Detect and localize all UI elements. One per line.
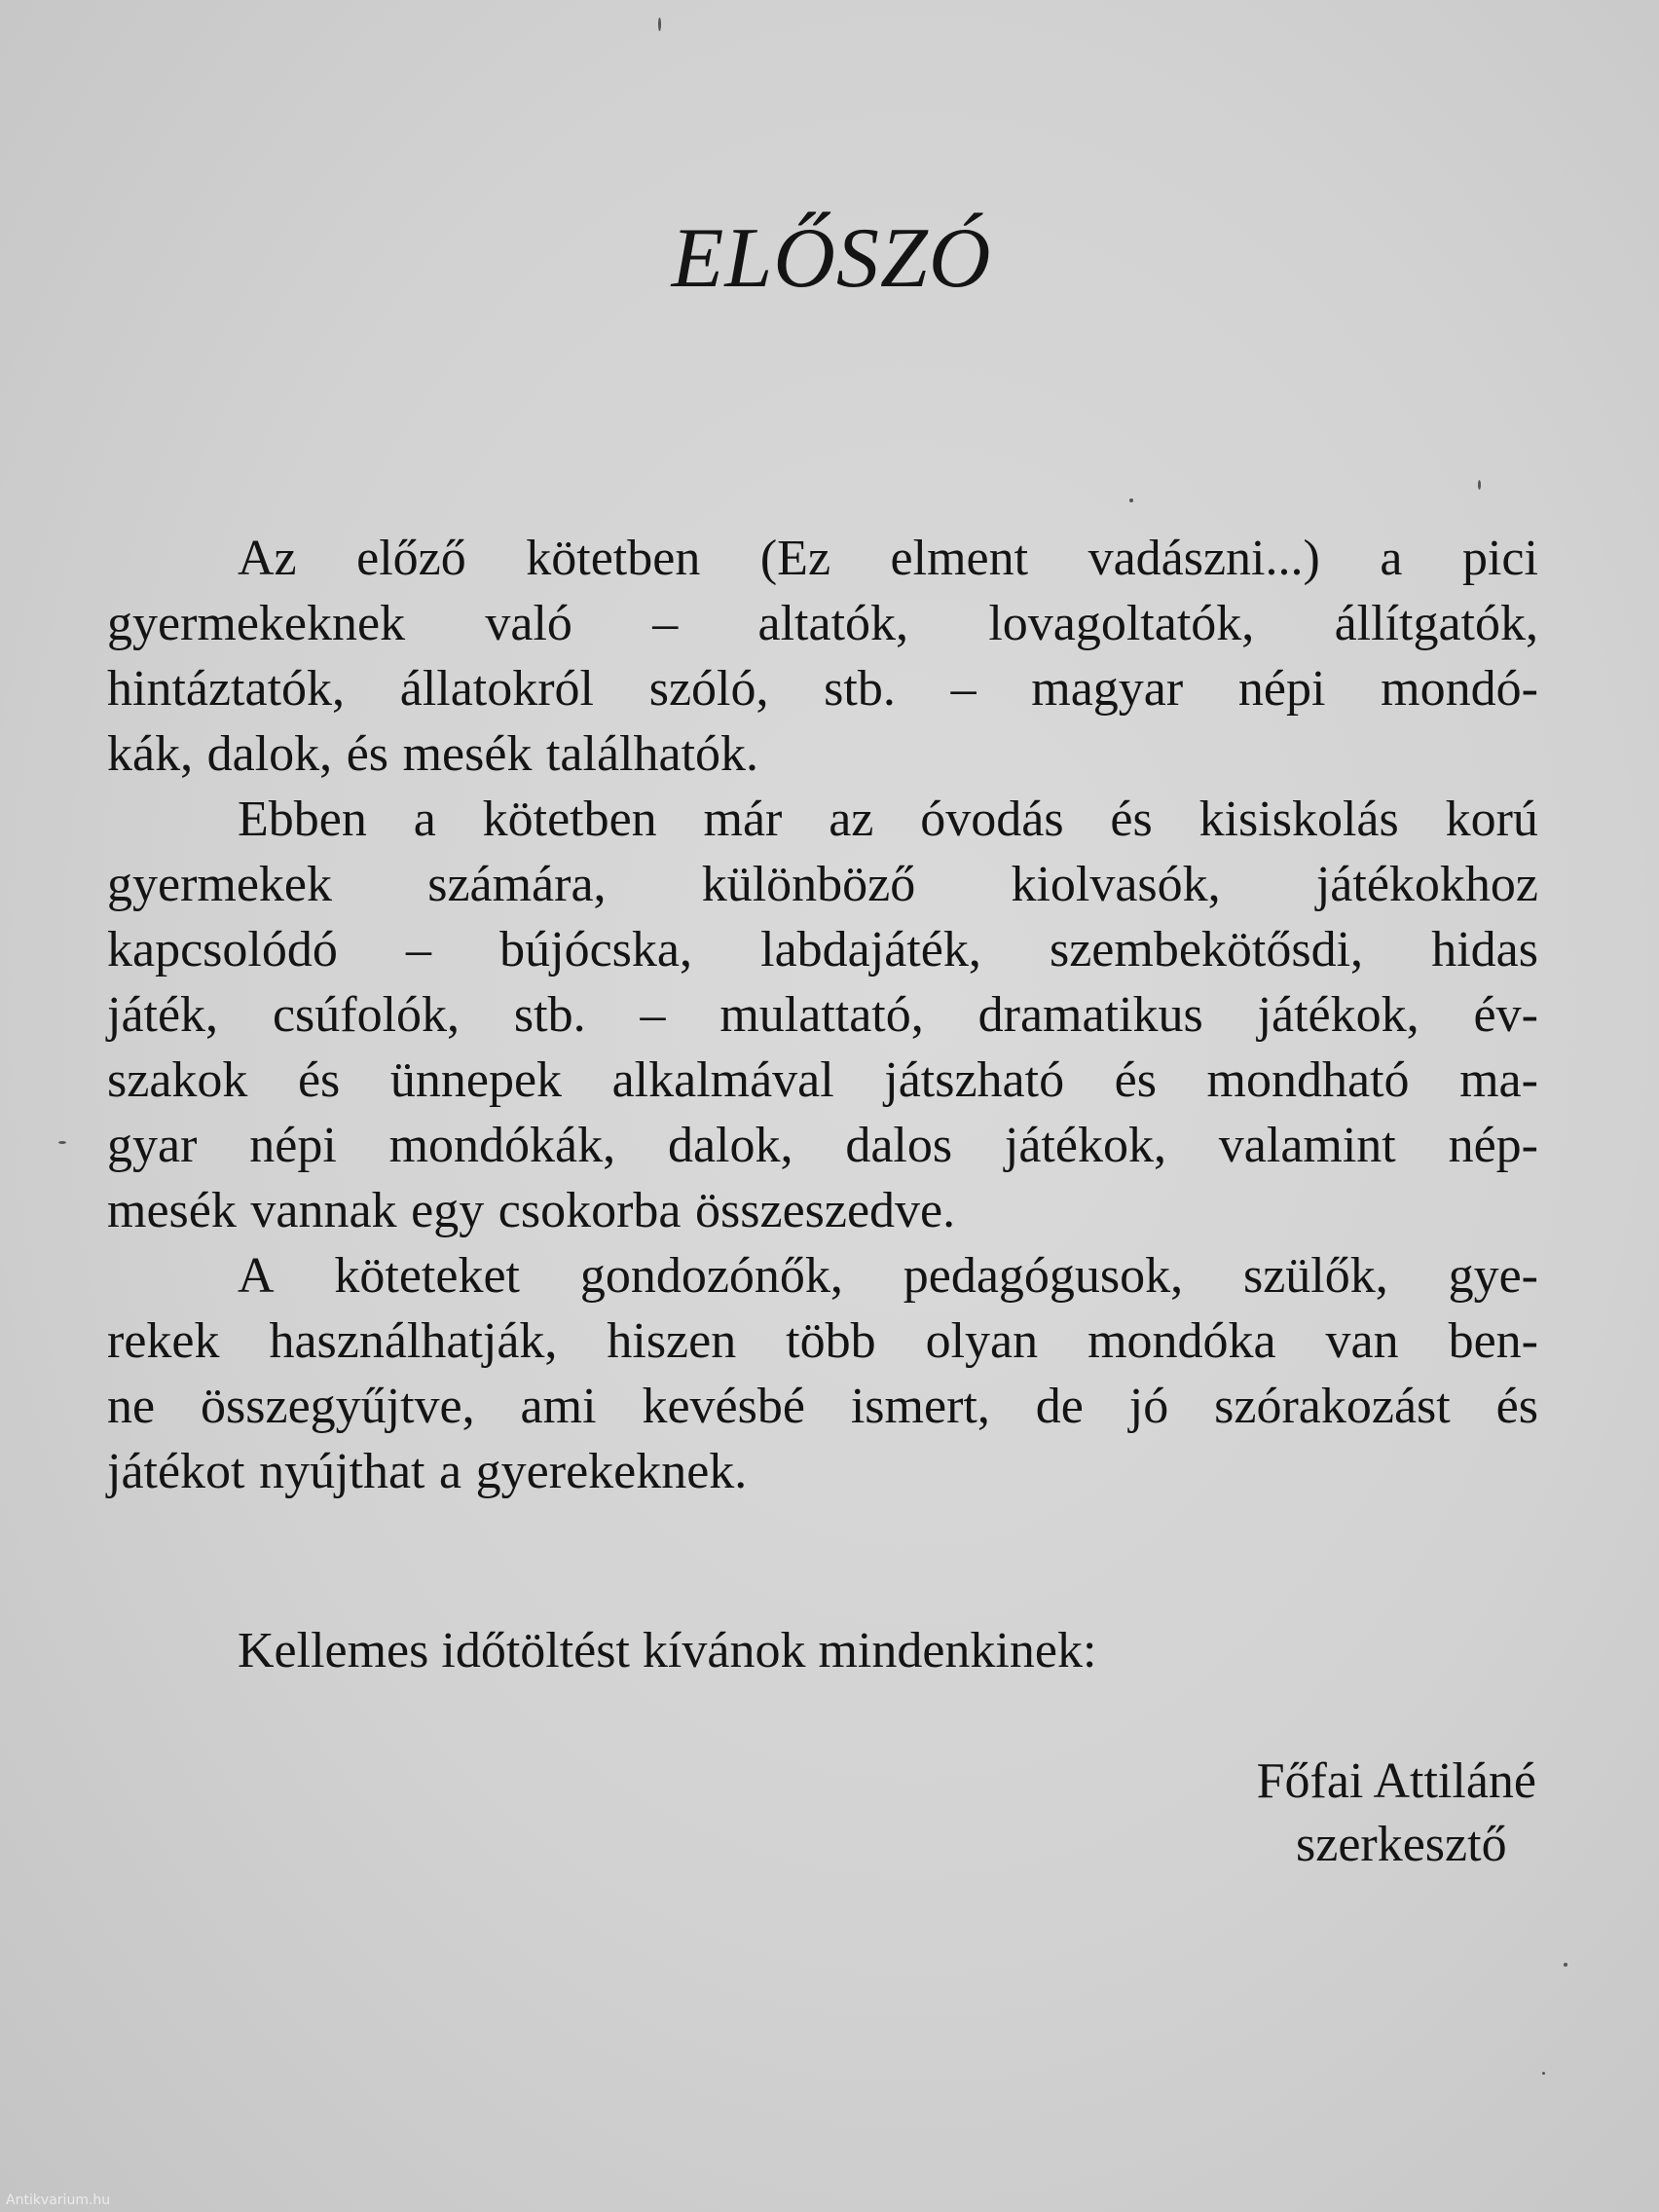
word: összeszedve. <box>695 1183 956 1238</box>
word: a <box>439 1444 462 1499</box>
word: dalok, <box>206 726 333 782</box>
text-line <box>107 1309 1538 1374</box>
paper-speck <box>658 18 661 31</box>
paper-speck <box>1542 2072 1545 2075</box>
signature-role: szerkesztő <box>1296 1817 1507 1872</box>
word: ne <box>107 1379 156 1434</box>
word: magyar <box>1031 661 1184 717</box>
word: lovagoltatók, <box>988 596 1255 651</box>
word: nép- <box>1448 1118 1538 1173</box>
word: a <box>413 792 436 847</box>
word: (Ez <box>759 531 831 586</box>
word: hidas <box>1431 922 1538 977</box>
word: ma- <box>1459 1052 1538 1108</box>
word: játék, <box>107 987 219 1043</box>
word: a <box>1380 531 1403 586</box>
text-line <box>107 1048 1538 1113</box>
signature-name: Főfai Attiláné <box>1256 1753 1536 1809</box>
paper-speck <box>1129 498 1133 502</box>
text-line <box>107 852 1538 917</box>
word: stb. <box>513 987 586 1043</box>
paper-speck <box>1564 1963 1567 1967</box>
word: kiolvasók, <box>1011 857 1221 912</box>
word: való <box>485 596 572 651</box>
word: hintáztatók, <box>107 661 346 717</box>
word: és <box>297 1052 341 1108</box>
word: altatók, <box>757 596 909 651</box>
word: korú <box>1445 792 1538 847</box>
word: kisiskolás <box>1198 792 1399 847</box>
word: állítgatók, <box>1334 596 1538 651</box>
word: mondókák, <box>388 1118 616 1173</box>
word: ami <box>520 1379 597 1434</box>
text-line <box>107 656 1538 721</box>
word: van <box>1325 1313 1399 1369</box>
word: csúfolók, <box>272 987 461 1043</box>
word: már <box>703 792 783 847</box>
word: mondóka <box>1088 1313 1276 1369</box>
word: népi <box>249 1118 337 1173</box>
word: pedagógusok, <box>903 1248 1184 1304</box>
page-title: ELŐSZÓ <box>671 211 992 306</box>
word: gye- <box>1448 1248 1538 1304</box>
word: az <box>829 792 874 847</box>
word: játékok, <box>1257 987 1419 1043</box>
word: – <box>950 661 977 717</box>
word: kötetben <box>526 531 701 586</box>
word: gyermekek <box>107 857 333 912</box>
preface-body <box>107 526 1538 1504</box>
word: játszható <box>884 1052 1065 1108</box>
word: számára, <box>427 857 607 912</box>
word: szakok <box>107 1052 248 1108</box>
word: gondozónők, <box>579 1248 843 1304</box>
word: óvodás <box>920 792 1064 847</box>
word: kák, <box>107 726 194 782</box>
word: és <box>1495 1379 1538 1434</box>
word: év- <box>1473 987 1538 1043</box>
signature-block <box>1257 1750 1536 1876</box>
word: hiszen <box>607 1313 737 1369</box>
text-line <box>107 787 1538 852</box>
word: dalos <box>845 1118 953 1173</box>
text-line <box>107 526 1538 591</box>
word: játékot <box>107 1444 245 1499</box>
word: gyermekeknek <box>107 596 406 651</box>
word: – <box>640 987 666 1043</box>
word: – <box>406 922 431 977</box>
paper-speck <box>58 1141 66 1144</box>
word: elment <box>890 531 1029 586</box>
word: állatokról <box>399 661 594 717</box>
word: alkalmával <box>611 1052 834 1108</box>
word: különböző <box>701 857 916 912</box>
word: ünnepek <box>389 1052 563 1108</box>
word: mesék <box>402 726 533 782</box>
word: olyan <box>925 1313 1039 1369</box>
word: és <box>1114 1052 1157 1108</box>
word: vadászni...) <box>1088 531 1320 586</box>
word: stb. <box>824 661 896 717</box>
word: és <box>346 726 389 782</box>
word: gyerekeknek. <box>475 1444 748 1499</box>
word: vannak <box>250 1183 397 1238</box>
word: találhatók. <box>545 726 759 782</box>
word: labdajáték, <box>760 922 981 977</box>
word: kötetben <box>482 792 657 847</box>
word: csokorba <box>498 1183 682 1238</box>
word: Ebben <box>238 792 367 847</box>
word: szembekötősdi, <box>1049 922 1364 977</box>
word: mesék <box>107 1183 237 1238</box>
word: mondható <box>1206 1052 1410 1108</box>
text-line <box>107 982 1538 1048</box>
text-line <box>107 1374 1538 1439</box>
word: előző <box>356 531 466 586</box>
word: bújócska, <box>499 922 692 977</box>
word: szülők, <box>1242 1248 1388 1304</box>
word: és <box>1110 792 1153 847</box>
text-line <box>107 1243 1538 1309</box>
word: egy <box>411 1183 485 1238</box>
word: mondó- <box>1381 661 1538 717</box>
word: dramatikus <box>977 987 1203 1043</box>
word: dalok, <box>667 1118 793 1173</box>
word: több <box>786 1313 876 1369</box>
word: jó <box>1128 1379 1169 1434</box>
word: ismert, <box>850 1379 990 1434</box>
word: – <box>652 596 679 651</box>
text-line <box>107 1113 1538 1178</box>
closing-line: Kellemes időtöltést kívánok mindenkinek: <box>238 1623 1097 1678</box>
word: szóló, <box>648 661 769 717</box>
word: valamint <box>1218 1118 1396 1173</box>
word: kapcsolódó <box>107 922 338 977</box>
word: játékok, <box>1004 1118 1166 1173</box>
word: szórakozást <box>1214 1379 1451 1434</box>
word: mulattató, <box>719 987 924 1043</box>
word: kevésbé <box>642 1379 805 1434</box>
paper-speck <box>1478 480 1481 490</box>
word: játékokhoz <box>1315 857 1538 912</box>
word: gyar <box>107 1118 198 1173</box>
text-line <box>107 1178 1538 1243</box>
text-line <box>107 1439 1538 1504</box>
word: ben- <box>1448 1313 1538 1369</box>
text-line <box>107 591 1538 656</box>
word: összegyűjtve, <box>201 1379 475 1434</box>
word: használhatják, <box>269 1313 558 1369</box>
word: népi <box>1237 661 1326 717</box>
word: rekek <box>107 1313 220 1369</box>
text-line <box>107 917 1538 982</box>
word: nyújthat <box>259 1444 425 1499</box>
word: köteteket <box>334 1248 520 1304</box>
word: pici <box>1461 531 1538 586</box>
word: de <box>1035 1379 1084 1434</box>
word: A <box>238 1248 275 1304</box>
watermark-text: Antikvarium.hu <box>6 2193 111 2208</box>
word: Az <box>238 531 297 586</box>
text-line <box>107 721 1538 787</box>
